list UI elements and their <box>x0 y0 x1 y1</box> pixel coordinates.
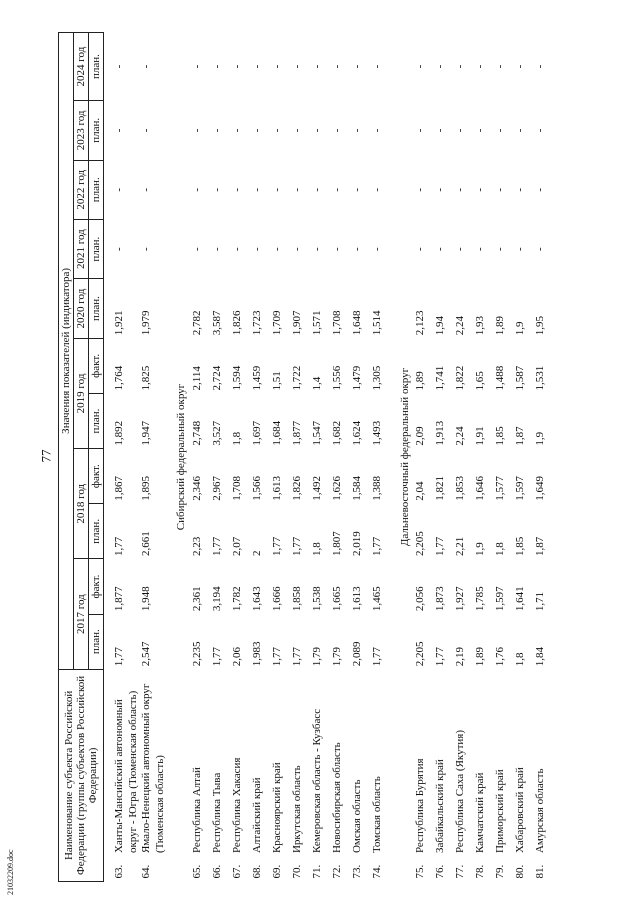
header-year: 2020 год <box>74 279 89 338</box>
indicator-value: 1,8 <box>494 542 506 556</box>
header-plan: план. <box>89 33 104 101</box>
indicator-value: 1,479 <box>350 365 363 391</box>
indicator-value: 1,648 <box>350 310 363 336</box>
indicator-value: 1,493 <box>370 420 383 446</box>
header-year: 2021 год <box>74 219 89 278</box>
indicator-value: 3,194 <box>210 586 223 612</box>
indicator-value: 1,77 <box>113 536 125 556</box>
indicator-value: 1,895 <box>140 476 152 501</box>
indicator-value: - <box>190 247 203 251</box>
indicator-value: - <box>370 128 383 133</box>
indicator-value: - <box>310 187 323 192</box>
indicator-value: 1,597 <box>494 586 506 612</box>
indicator-value: 2,24 <box>454 426 466 446</box>
indicator-value: 1,877 <box>290 420 303 446</box>
indicator-value: 1,9 <box>474 542 486 556</box>
indicator-value: 2,346 <box>190 476 203 501</box>
indicator-value: - <box>350 128 363 133</box>
indicator-value: 1,89 <box>494 316 506 336</box>
indicator-value: - <box>474 187 486 192</box>
indicator-value: 1,785 <box>474 586 486 612</box>
indicator-value: - <box>290 128 303 133</box>
indicator-value: - <box>494 128 506 133</box>
indicator-value: 1,877 <box>113 586 125 612</box>
indicator-value: 1,947 <box>140 420 152 446</box>
row-number: 65. <box>190 864 203 879</box>
row-number: 63. <box>113 864 125 879</box>
table-row <box>414 33 434 882</box>
indicator-value: 1,538 <box>310 586 323 612</box>
indicator-value: 1,825 <box>140 365 152 391</box>
indicator-value: 1,94 <box>434 316 446 336</box>
table-row <box>113 33 140 882</box>
table-row <box>140 33 167 882</box>
indicator-value: - <box>494 247 506 251</box>
indicator-value: 1,873 <box>434 586 446 612</box>
subject-name: Республика Саха (Якутия) <box>454 729 466 854</box>
indicator-value: 1,577 <box>494 476 506 501</box>
row-number: 77. <box>454 864 466 879</box>
indicator-value: 1,465 <box>370 586 383 612</box>
indicator-value: 1,85 <box>494 426 506 446</box>
subject-name: Красноярский край <box>270 762 283 854</box>
indicator-value: 1,822 <box>454 365 466 391</box>
indicator-value: 2,205 <box>414 531 426 556</box>
indicator-value: 1,531 <box>534 365 546 391</box>
indicator-value: 1,51 <box>270 371 283 391</box>
subject-name: Забайкальский край <box>434 759 446 854</box>
table-body <box>104 33 555 882</box>
indicator-value: - <box>140 187 152 192</box>
subject-name: Томская область <box>370 776 383 854</box>
indicator-value: - <box>474 247 486 251</box>
table-row <box>191 33 211 882</box>
indicator-value: 1,613 <box>350 586 363 612</box>
indicator-value: - <box>514 187 526 192</box>
indicator-value: 1,77 <box>290 536 303 556</box>
row-number: 81. <box>534 864 546 879</box>
indicator-value: - <box>434 64 446 69</box>
indicator-value: 1,927 <box>454 586 466 612</box>
header-plan: план. <box>89 614 104 669</box>
indicator-value: - <box>534 128 546 133</box>
indicator-value: - <box>113 128 125 133</box>
indicator-value: 1,9 <box>534 431 546 446</box>
table-row <box>351 33 371 882</box>
indicator-value: 1,76 <box>494 647 506 667</box>
indicator-value: - <box>230 64 243 69</box>
indicator-value: 1,9 <box>514 321 526 336</box>
indicator-value: - <box>210 187 223 192</box>
indicator-value: - <box>250 247 263 251</box>
subject-name: Хабаровский край <box>514 767 526 854</box>
indicator-value: 2,09 <box>414 426 426 446</box>
rotated-table-container <box>58 32 628 882</box>
indicator-value: - <box>454 247 466 251</box>
indicator-value: 1,587 <box>514 365 526 391</box>
indicator-value: 1,87 <box>534 536 546 556</box>
indicator-value: - <box>534 64 546 69</box>
indicator-value: 1,4 <box>310 376 323 391</box>
indicator-value: 1,77 <box>434 536 446 556</box>
indicator-value: - <box>210 64 223 69</box>
table-row <box>231 33 251 882</box>
table-row <box>311 33 331 882</box>
indicator-value: 1,77 <box>434 647 446 667</box>
indicator-value: 1,892 <box>113 420 125 446</box>
indicator-value: 1,641 <box>514 586 526 612</box>
indicator-value: - <box>140 128 152 133</box>
indicator-value: 1,65 <box>474 371 486 391</box>
indicator-value: 1,697 <box>250 420 263 446</box>
indicator-value: 1,8 <box>514 652 526 667</box>
indicator-value: - <box>310 128 323 133</box>
header-plan: план. <box>89 101 104 160</box>
indicator-value: 1,77 <box>370 647 383 667</box>
header-plan: план. <box>89 160 104 219</box>
subject-name: Кемеровская область - Кузбасс <box>310 708 323 854</box>
indicator-value: 2,205 <box>414 641 426 667</box>
subject-name: Республика Алтай <box>190 767 203 854</box>
subject-name: Ямало-Ненецкий автономный округ (Тюменская область) <box>140 683 166 854</box>
subject-name: Республика Тыва <box>210 772 223 854</box>
indicator-value: 1,626 <box>330 476 343 501</box>
row-number: 66. <box>210 864 223 879</box>
row-number: 71. <box>310 864 323 879</box>
header-plan: план. <box>89 393 104 448</box>
table-row <box>454 33 474 882</box>
indicator-value: 3,587 <box>210 310 223 336</box>
indicator-value: 1,782 <box>230 586 243 612</box>
indicator-value: 1,85 <box>514 536 526 556</box>
indicator-value: - <box>140 64 152 69</box>
indicator-value: 1,571 <box>310 310 323 336</box>
indicator-value: - <box>454 128 466 133</box>
indicator-value: - <box>250 128 263 133</box>
indicator-value: 1,684 <box>270 420 283 446</box>
indicator-value: 2,547 <box>140 641 152 667</box>
indicator-value: - <box>474 128 486 133</box>
subject-name: Амурская область <box>534 768 546 854</box>
subject-name: Алтайский край <box>250 777 263 854</box>
indicator-value: 1,665 <box>330 586 343 612</box>
indicator-value: 1,826 <box>290 476 303 501</box>
indicator-value: - <box>370 187 383 192</box>
header-plan: план. <box>89 279 104 338</box>
row-number: 67. <box>230 864 243 879</box>
indicator-value: - <box>290 247 303 251</box>
indicator-value: 1,77 <box>210 536 223 556</box>
indicator-value: - <box>190 187 203 192</box>
indicator-value: 3,527 <box>210 420 223 446</box>
indicator-value: 1,913 <box>434 420 446 446</box>
table-row <box>494 33 514 882</box>
indicator-value: - <box>290 64 303 69</box>
header-fact: факт. <box>89 449 104 504</box>
indicator-value: 1,821 <box>434 476 446 501</box>
row-number: 74. <box>370 864 383 879</box>
indicator-value: - <box>270 187 283 192</box>
indicator-value: 2,967 <box>210 476 223 501</box>
row-number: 72. <box>330 864 343 879</box>
indicator-value: 2,19 <box>454 647 466 667</box>
indicator-value: 2,23 <box>190 536 203 556</box>
indicator-value: - <box>190 64 203 69</box>
row-number: 64. <box>140 864 152 879</box>
indicator-value: 2,782 <box>190 310 203 336</box>
indicator-value: 1,624 <box>350 420 363 446</box>
indicator-value: 1,566 <box>250 476 263 501</box>
indicator-value: 2,114 <box>190 366 203 391</box>
indicator-value: - <box>494 64 506 69</box>
subject-name: Иркутская область <box>290 765 303 854</box>
subject-name: Омская область <box>350 779 363 854</box>
indicator-value: - <box>230 187 243 192</box>
subject-name: Приморский край <box>494 769 506 854</box>
indicator-value: 1,666 <box>270 586 283 612</box>
indicator-value: 2,24 <box>454 316 466 336</box>
indicator-value: - <box>270 247 283 251</box>
header-year: 2022 год <box>74 160 89 219</box>
indicator-value: - <box>310 247 323 251</box>
indicator-value: - <box>350 187 363 192</box>
section-title: Сибирский федеральный округ <box>175 383 187 531</box>
indicator-value: - <box>434 128 446 133</box>
indicator-value: - <box>494 187 506 192</box>
table-row <box>434 33 454 882</box>
footer-file-reference: 21032209.doc <box>6 849 15 895</box>
indicator-value: - <box>250 64 263 69</box>
indicator-value: - <box>534 187 546 192</box>
indicator-value: 1,556 <box>330 365 343 391</box>
indicator-value: 1,708 <box>330 310 343 336</box>
row-number: 80. <box>514 864 526 879</box>
indicator-value: 2 <box>250 550 263 556</box>
indicator-value: - <box>210 128 223 133</box>
indicator-value: - <box>250 187 263 192</box>
indicator-value: 1,89 <box>474 647 486 667</box>
indicator-value: 1,807 <box>330 531 343 556</box>
table-row <box>474 33 494 882</box>
indicator-value: - <box>414 247 426 251</box>
indicator-value: 1,722 <box>290 365 303 391</box>
indicator-value: - <box>350 64 363 69</box>
header-fact: факт. <box>89 338 104 393</box>
header-plan: план. <box>89 219 104 278</box>
indicator-value: 1,79 <box>330 647 343 667</box>
indicator-value: - <box>350 247 363 251</box>
row-number: 78. <box>474 864 486 879</box>
indicator-value: - <box>140 247 152 251</box>
indicator-value: - <box>514 64 526 69</box>
indicator-value: - <box>434 187 446 192</box>
header-plan: план. <box>89 504 104 559</box>
table-row <box>251 33 271 882</box>
indicator-value: 1,492 <box>310 476 323 501</box>
indicator-value: 1,584 <box>350 476 363 501</box>
indicator-value: 2,123 <box>414 310 426 336</box>
indicator-value: 1,79 <box>310 647 323 667</box>
subject-name: Новосибирская область <box>330 742 343 854</box>
indicator-value: - <box>270 64 283 69</box>
indicator-value: 1,459 <box>250 365 263 391</box>
indicators-table <box>58 32 554 882</box>
indicator-value: - <box>113 64 125 69</box>
indicator-value: - <box>113 247 125 251</box>
indicator-value: - <box>190 128 203 133</box>
indicator-value: 1,95 <box>534 316 546 336</box>
indicator-value: 1,948 <box>140 586 152 612</box>
row-number: 69. <box>270 864 283 879</box>
table-header <box>59 33 104 882</box>
indicator-value: 1,709 <box>270 310 283 336</box>
header-year: 2017 год <box>74 559 89 669</box>
indicator-value: - <box>370 64 383 69</box>
indicator-value: 1,682 <box>330 420 343 446</box>
indicator-value: 1,646 <box>474 476 486 501</box>
row-number: 73. <box>350 864 363 879</box>
table-row <box>514 33 534 882</box>
header-year: 2024 год <box>74 33 89 101</box>
table-row <box>291 33 311 882</box>
indicator-value: 1,921 <box>113 310 125 336</box>
indicator-value: 1,867 <box>113 476 125 501</box>
indicator-value: 1,741 <box>434 365 446 391</box>
indicator-value: 1,84 <box>534 647 546 667</box>
indicator-value: 1,983 <box>250 641 263 667</box>
subject-name: Республика Бурятия <box>414 758 426 854</box>
indicator-value: 2,06 <box>230 647 243 667</box>
indicator-value: 1,77 <box>270 536 283 556</box>
indicator-value: 1,708 <box>230 476 243 501</box>
indicator-value: - <box>454 64 466 69</box>
indicator-value: - <box>330 187 343 192</box>
indicator-value: - <box>330 64 343 69</box>
indicator-value: 1,91 <box>474 426 486 446</box>
indicator-value: - <box>370 247 383 251</box>
indicator-value: 1,723 <box>250 310 263 336</box>
table-row <box>371 33 391 882</box>
header-year: 2023 год <box>74 101 89 160</box>
indicator-value: 1,488 <box>494 365 506 391</box>
indicator-value: - <box>330 128 343 133</box>
table-row <box>331 33 351 882</box>
header-year: 2019 год <box>74 338 89 448</box>
indicator-value: - <box>290 187 303 192</box>
table-row <box>534 33 554 882</box>
indicator-value: 1,77 <box>290 647 303 667</box>
indicator-value: 1,305 <box>370 365 383 391</box>
indicator-value: 2,235 <box>190 641 203 667</box>
table-row <box>271 33 291 882</box>
indicator-value: 1,907 <box>290 310 303 336</box>
indicator-value: 1,979 <box>140 310 152 336</box>
indicator-value: 1,93 <box>474 316 486 336</box>
indicator-value: 2,056 <box>414 586 426 612</box>
indicator-value: 2,661 <box>140 531 152 556</box>
subject-name: Республика Хакасия <box>230 757 243 854</box>
indicator-value: 2,089 <box>350 641 363 667</box>
row-number: 76. <box>434 864 446 879</box>
indicator-value: - <box>514 128 526 133</box>
indicator-value: - <box>230 128 243 133</box>
indicator-value: 2,21 <box>454 536 466 556</box>
indicator-value: - <box>514 247 526 251</box>
indicator-value: 2,724 <box>210 365 223 391</box>
indicator-value: 1,547 <box>310 420 323 446</box>
row-number: 70. <box>290 864 303 879</box>
indicator-value: 2,07 <box>230 536 243 556</box>
header-subject-name: Наименование субъекта Российской Федерации (группы субъектов Российской Федерации) <box>59 669 104 881</box>
indicator-value: 1,77 <box>270 647 283 667</box>
indicator-value: 1,613 <box>270 476 283 501</box>
subject-name: Ханты-Мансийский автономный округ - Югра (Тюменская область) <box>113 690 139 854</box>
indicator-value: - <box>113 187 125 192</box>
indicator-value: - <box>414 128 426 133</box>
indicator-value: - <box>414 64 426 69</box>
indicator-value: 1,858 <box>290 586 303 612</box>
indicator-value: 1,649 <box>534 476 546 501</box>
indicator-value: 1,89 <box>414 371 426 391</box>
indicator-value: - <box>210 247 223 251</box>
indicator-value: - <box>474 64 486 69</box>
section-title: Дальневосточный федеральный округ <box>398 367 411 547</box>
indicator-value: 2,019 <box>350 531 363 556</box>
indicator-value: - <box>434 247 446 251</box>
indicator-value: 1,643 <box>250 586 263 612</box>
indicator-value: 1,764 <box>113 365 125 391</box>
indicator-value: 1,87 <box>514 426 526 446</box>
indicator-value: - <box>454 187 466 192</box>
indicator-value: - <box>310 64 323 69</box>
row-number: 68. <box>250 864 263 879</box>
row-number: 75. <box>414 864 426 879</box>
indicator-value: - <box>330 247 343 251</box>
row-number: 79. <box>494 864 506 879</box>
indicator-value: - <box>414 187 426 192</box>
header-fact: факт. <box>89 559 104 614</box>
indicator-value: 1,71 <box>534 591 546 612</box>
indicator-value: - <box>270 128 283 133</box>
indicator-value: 2,04 <box>414 481 426 501</box>
indicator-value: 1,8 <box>230 431 243 446</box>
indicator-value: - <box>534 247 546 251</box>
indicator-value: 1,594 <box>230 365 243 391</box>
page-number: 77 <box>38 449 54 463</box>
indicator-value: - <box>230 247 243 251</box>
subject-name: Камчатский край <box>474 772 486 854</box>
table-row <box>211 33 231 882</box>
indicator-value: 2,748 <box>190 420 203 446</box>
indicator-value: 1,597 <box>514 476 526 501</box>
indicator-value: 1,77 <box>113 647 125 667</box>
indicator-value: 1,853 <box>454 476 466 501</box>
indicator-value: 1,388 <box>370 476 383 501</box>
indicator-value: 1,8 <box>310 542 323 556</box>
indicator-value: 1,77 <box>370 536 383 556</box>
indicator-value: 1,77 <box>210 647 223 667</box>
indicator-value: 1,826 <box>230 310 243 336</box>
header-year: 2018 год <box>74 449 89 559</box>
indicator-value: 2,361 <box>190 586 203 612</box>
header-values-group: Значения показателей (индикатора) <box>59 33 74 670</box>
indicator-value: 1,514 <box>370 310 383 336</box>
